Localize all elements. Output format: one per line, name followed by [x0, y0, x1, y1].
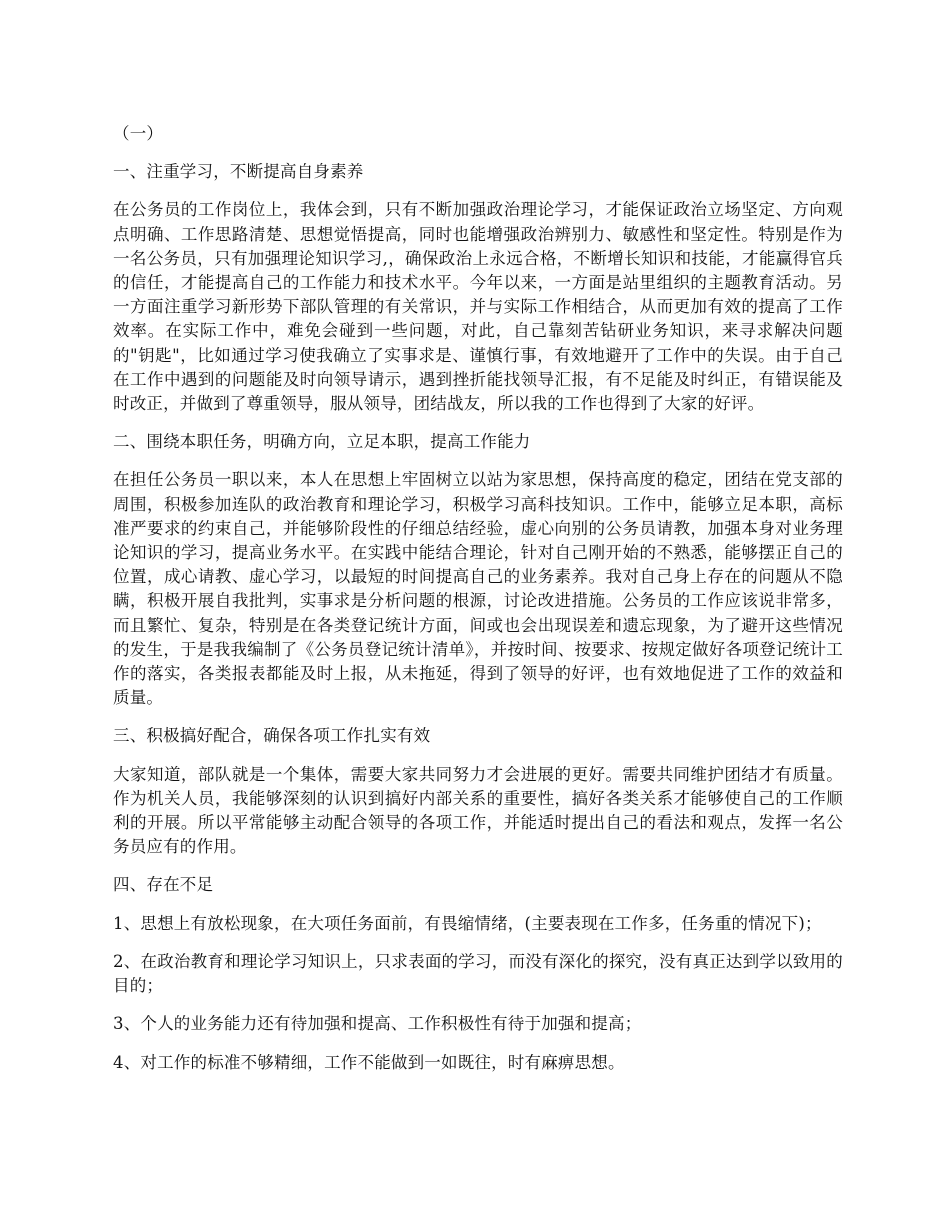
section-3-body: 大家知道，部队就是一个集体，需要大家共同努力才会进展的更好。需要共同维护团结才有质量。作为机关人员，我能够深刻的认识到搞好内部关系的重要性，搞好各类关系才能够使自己的工作顺利的开展。所以平常能够主动配合领导的各项工作，并能适时提出自己的看法和观点，发挥一名公务员应有的作用。	[113, 764, 843, 857]
shortcoming-item-3: 3、个人的业务能力还有待加强和提高、工作积极性有待于加强和提高；	[113, 1014, 642, 1034]
shortcoming-item-4: 4、对工作的标准不够精细，工作不能做到一如既往，时有麻痹思想。	[113, 1052, 625, 1072]
section-4-heading: 四、存在不足	[113, 875, 214, 895]
section-2-body: 在担任公务员一职以来，本人在思想上牢固树立以站为家思想，保持高度的稳定，团结在党支部的周围，积极参加连队的政治教育和理论学习，积极学习高科技知识。工作中，能够立足本职，高标准严要求的约束自己，并能够阶段性的仔细总结经验，虚心向别的公务员请教，加强本身对业务理论知识的学习，提高业务水平。在实践中能结合理论，针对自己刚开始的不熟悉，能够摆正自己的位置，成心请教、虚心学习，以最短的时间提高自己的业务素养。我对自己身上存在的问题从不隐瞒，积极开展自我批判，实事求是分析问题的根源，讨论改进措施。公务员的工作应该说非常多，而且繁忙、复杂，特别是在各类登记统计方面，间或也会出现误差和遗忘现象，为了避开这些情况的发生，于是我我编制了《公务员登记统计清单》，并按时间、按要求、按规定做好各项登记统计工作的落实，各类报表都能及时上报，从未拖延，得到了领导的好评，也有效地促进了工作的效益和质量。	[113, 470, 843, 708]
document-section-number: （一）	[113, 124, 164, 143]
section-3-heading: 三、积极搞好配合，确保各项工作扎实有效	[113, 726, 431, 746]
shortcoming-item-2: 2、在政治教育和理论学习知识上，只求表面的学习，而没有深化的探究，没有真正达到学以致用的目的；	[113, 951, 843, 996]
section-2-heading: 二、围绕本职任务，明确方向，立足本职，提高工作能力	[113, 432, 531, 452]
document-page	[113, 122, 843, 1089]
section-1-body: 在公务员的工作岗位上，我体会到，只有不断加强政治理论学习，才能保证政治立场坚定、方向观点明确、工作思路清楚、思想觉悟提高，同时也能增强政治辨别力、敏感性和坚定性。特别是作为一名公务员，只有加强理论知识学习,，确保政治上永远合格，不断增长知识和技能，才能赢得官兵的信任，才能提高自己的工作能力和技术水平。今年以来，一方面是站里组织的主题教育活动。另一方面注重学习新形势下部队管理的有关常识，并与实际工作相结合，从而更加有效的提高了工作效率。在实际工作中，难免会碰到一些问题，对此，自己靠刻苦钻研业务知识，来寻求解决问题的"钥匙"，比如通过学习使我确立了实事求是、谨慎行事，有效地避开了工作中的失误。由于自己在工作中遇到的问题能及时向领导请示，遇到挫折能找领导汇报，有不足能及时纠正，有错误能及时改正，并做到了尊重领导，服从领导，团结战友，所以我的工作也得到了大家的好评。	[113, 200, 843, 414]
section-1-heading: 一、注重学习，不断提高自身素养	[113, 162, 364, 182]
shortcoming-item-1: 1、思想上有放松现象，在大项任务面前，有畏缩情绪，(主要表现在工作多，任务重的情况下)；	[113, 913, 822, 933]
